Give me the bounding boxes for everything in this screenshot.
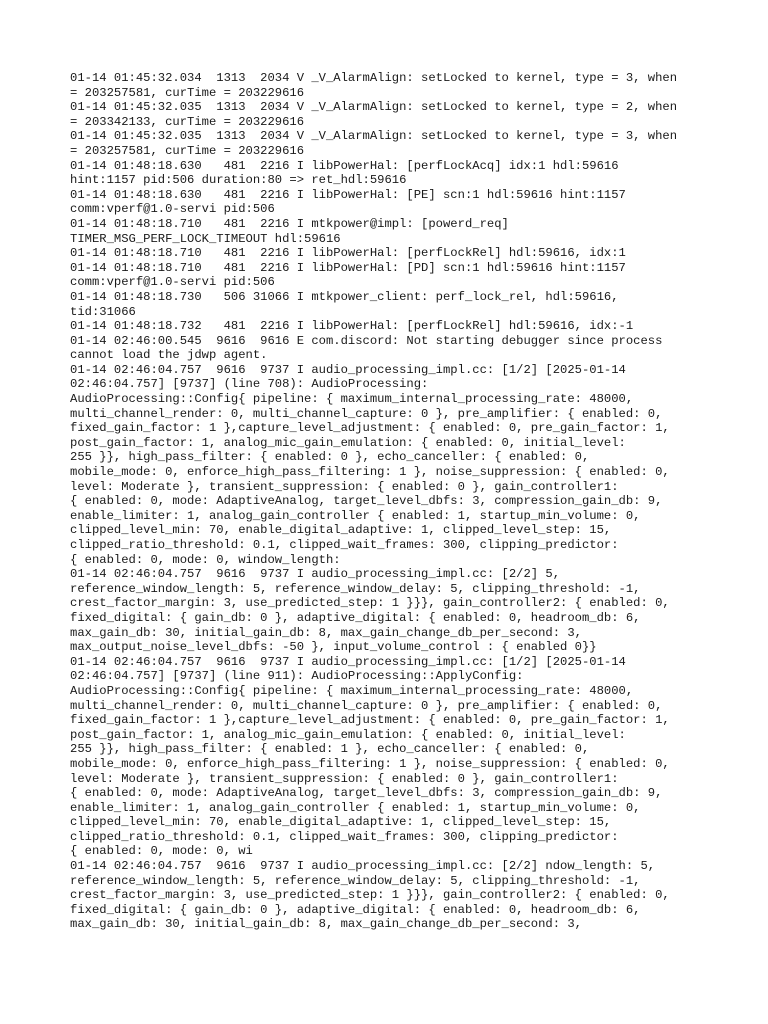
log-line: crest_factor_margin: 3, use_predicted_step: 1 }}}, gain_controller2: { enabled: 0, <box>70 888 670 903</box>
log-line: max_gain_db: 30, initial_gain_db: 8, max_gain_change_db_per_second: 3, <box>70 917 582 932</box>
log-line: reference_window_length: 5, reference_window_delay: 5, clipping_threshold: -1, <box>70 581 641 596</box>
log-line: 01-14 01:45:32.035 1313 2034 V _V_AlarmAlign: setLocked to kernel, type = 3, when <box>70 129 678 144</box>
log-line: { enabled: 0, mode: 0, wi <box>70 844 253 859</box>
log-line: 01-14 02:46:04.757 9616 9737 I audio_processing_impl.cc: [1/2] [2025-01-14 <box>70 362 626 377</box>
log-line: enable_limiter: 1, analog_gain_controller { enabled: 1, startup_min_volume: 0, <box>70 800 641 815</box>
log-line: { enabled: 0, mode: AdaptiveAnalog, target_level_dbfs: 3, compression_gain_db: 9, <box>70 494 663 509</box>
log-line: 02:46:04.757] [9737] (line 708): AudioProcessing: <box>70 377 429 392</box>
log-line: hint:1157 pid:506 duration:80 => ret_hdl:59616 <box>70 173 407 188</box>
log-line: 01-14 02:46:04.757 9616 9737 I audio_processing_impl.cc: [2/2] 5, <box>70 567 561 582</box>
log-line: tid:31066 <box>70 304 136 319</box>
log-line: cannot load the jdwp agent. <box>70 348 268 363</box>
log-line: clipped_level_min: 70, enable_digital_adaptive: 1, clipped_level_step: 15, <box>70 815 612 830</box>
log-line: max_output_noise_level_dbfs: -50 }, input_volume_control : { enabled 0}} <box>70 640 597 655</box>
log-line: fixed_digital: { gain_db: 0 }, adaptive_digital: { enabled: 0, headroom_db: 6, <box>70 902 641 917</box>
log-line: 255 }}, high_pass_filter: { enabled: 1 }, echo_canceller: { enabled: 0, <box>70 742 590 757</box>
log-line: max_gain_db: 30, initial_gain_db: 8, max_gain_change_db_per_second: 3, <box>70 625 582 640</box>
log-line: level: Moderate }, transient_suppression: { enabled: 0 }, gain_controller1: <box>70 771 619 786</box>
log-line: 01-14 01:48:18.630 481 2216 I libPowerHal: [PE] scn:1 hdl:59616 hint:1157 <box>70 187 626 202</box>
log-line: mobile_mode: 0, enforce_high_pass_filtering: 1 }, noise_suppression: { enabled: 0, <box>70 756 670 771</box>
log-line: AudioProcessing::Config{ pipeline: { maximum_internal_processing_rate: 48000, <box>70 392 634 407</box>
log-line: 255 }}, high_pass_filter: { enabled: 0 }, echo_canceller: { enabled: 0, <box>70 450 590 465</box>
log-line: fixed_gain_factor: 1 },capture_level_adjustment: { enabled: 0, pre_gain_factor: 1, <box>70 713 670 728</box>
log-line: { enabled: 0, mode: AdaptiveAnalog, target_level_dbfs: 3, compression_gain_db: 9, <box>70 786 663 801</box>
log-line: 01-14 02:46:04.757 9616 9737 I audio_processing_impl.cc: [1/2] [2025-01-14 <box>70 654 626 669</box>
log-line: 01-14 01:48:18.710 481 2216 I libPowerHal: [PD] scn:1 hdl:59616 hint:1157 <box>70 260 626 275</box>
log-line: 01-14 01:45:32.034 1313 2034 V _V_AlarmAlign: setLocked to kernel, type = 3, when <box>70 71 678 85</box>
log-line: post_gain_factor: 1, analog_mic_gain_emulation: { enabled: 0, initial_level: <box>70 435 626 450</box>
log-line: = 203257581, curTime = 203229616 <box>70 85 305 100</box>
log-line: comm:vperf@1.0-servi pid:506 <box>70 202 275 217</box>
log-line: { enabled: 0, mode: 0, window_length: <box>70 552 341 567</box>
log-line: 01-14 01:45:32.035 1313 2034 V _V_AlarmAlign: setLocked to kernel, type = 2, when <box>70 100 678 115</box>
log-line: 01-14 01:48:18.730 506 31066 I mtkpower_client: perf_lock_rel, hdl:59616, <box>70 289 619 304</box>
log-line: = 203342133, curTime = 203229616 <box>70 114 305 129</box>
log-line: 01-14 01:48:18.630 481 2216 I libPowerHal: [perfLockAcq] idx:1 hdl:59616 <box>70 158 619 173</box>
log-line: enable_limiter: 1, analog_gain_controller { enabled: 1, startup_min_volume: 0, <box>70 508 641 523</box>
log-line: multi_channel_render: 0, multi_channel_capture: 0 }, pre_amplifier: { enabled: 0, <box>70 406 663 421</box>
log-line: 01-14 02:46:04.757 9616 9737 I audio_processing_impl.cc: [2/2] ndow_length: 5, <box>70 859 656 874</box>
log-line: crest_factor_margin: 3, use_predicted_step: 1 }}}, gain_controller2: { enabled: 0, <box>70 596 670 611</box>
log-line: 01-14 01:48:18.732 481 2216 I libPowerHal: [perfLockRel] hdl:59616, idx:-1 <box>70 319 634 334</box>
log-line: mobile_mode: 0, enforce_high_pass_filtering: 1 }, noise_suppression: { enabled: 0, <box>70 465 670 480</box>
log-line: post_gain_factor: 1, analog_mic_gain_emulation: { enabled: 0, initial_level: <box>70 727 626 742</box>
log-line: = 203257581, curTime = 203229616 <box>70 143 305 158</box>
log-line: reference_window_length: 5, reference_window_delay: 5, clipping_threshold: -1, <box>70 873 641 888</box>
log-line: comm:vperf@1.0-servi pid:506 <box>70 275 275 290</box>
log-line: 02:46:04.757] [9737] (line 911): AudioProcessing::ApplyConfig: <box>70 669 524 684</box>
log-line: AudioProcessing::Config{ pipeline: { maximum_internal_processing_rate: 48000, <box>70 683 634 698</box>
log-document <box>70 71 710 932</box>
log-line: clipped_ratio_threshold: 0.1, clipped_wait_frames: 300, clipping_predictor: <box>70 538 619 552</box>
log-line: fixed_digital: { gain_db: 0 }, adaptive_digital: { enabled: 0, headroom_db: 6, <box>70 610 641 625</box>
log-line: clipped_ratio_threshold: 0.1, clipped_wait_frames: 300, clipping_predictor: <box>70 829 619 844</box>
log-line: 01-14 02:46:00.545 9616 9616 E com.discord: Not starting debugger since process <box>70 333 663 348</box>
log-line: clipped_level_min: 70, enable_digital_adaptive: 1, clipped_level_step: 15, <box>70 523 612 538</box>
log-line: TIMER_MSG_PERF_LOCK_TIMEOUT hdl:59616 <box>70 231 341 246</box>
log-line: 01-14 01:48:18.710 481 2216 I mtkpower@impl: [powerd_req] <box>70 216 509 231</box>
log-line: fixed_gain_factor: 1 },capture_level_adjustment: { enabled: 0, pre_gain_factor: 1, <box>70 421 670 436</box>
log-line: multi_channel_render: 0, multi_channel_capture: 0 }, pre_amplifier: { enabled: 0, <box>70 698 663 713</box>
log-line: level: Moderate }, transient_suppression: { enabled: 0 }, gain_controller1: <box>70 479 619 494</box>
log-line: 01-14 01:48:18.710 481 2216 I libPowerHal: [perfLockRel] hdl:59616, idx:1 <box>70 246 626 261</box>
